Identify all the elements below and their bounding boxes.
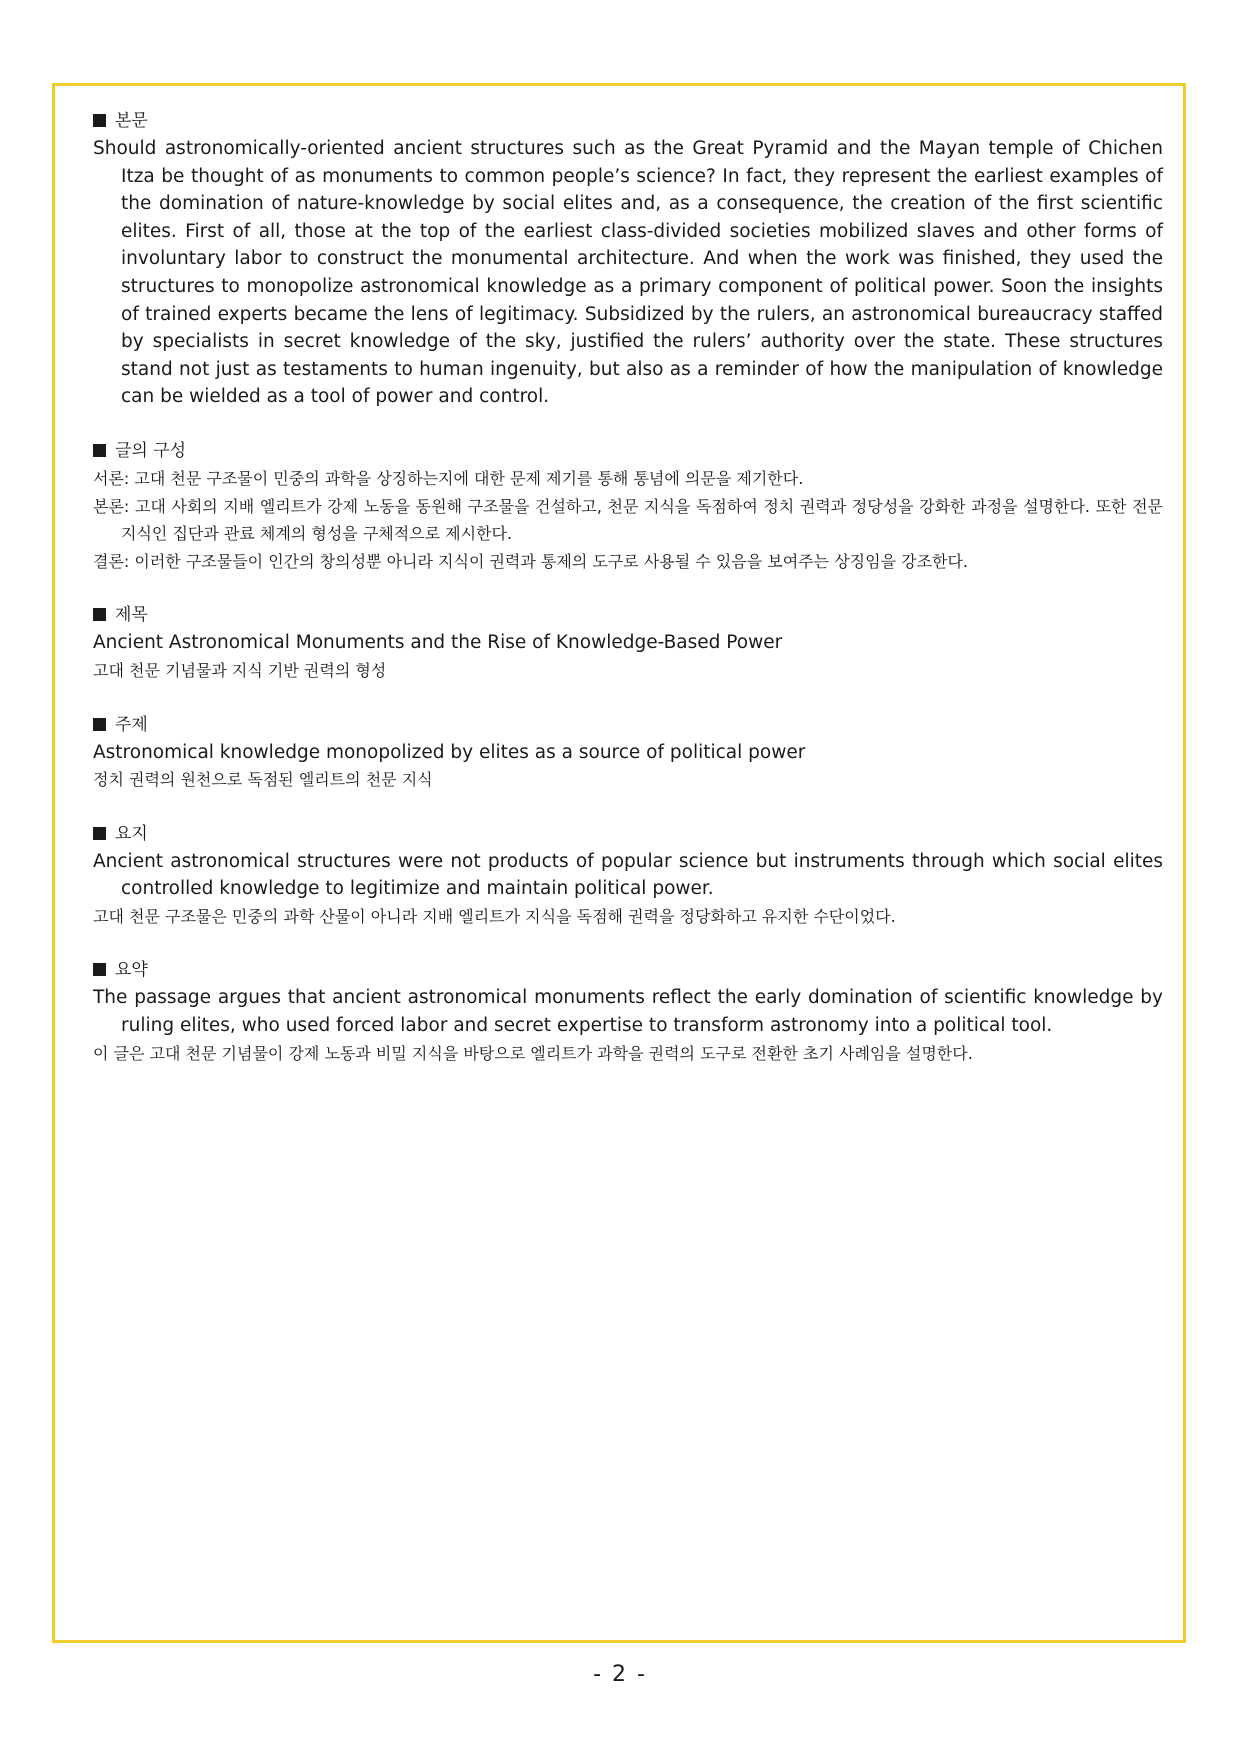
summary-korean: 이 글은 고대 천문 기념물이 강제 노동과 비밀 지식을 바탕으로 엘리트가 과학을 권력의 도구로 전환한 초기 사례임을 설명한다. bbox=[93, 1043, 973, 1063]
structure-conclusion: 결론: 이러한 구조물들이 인간의 창의성뿐 아니라 지식이 권력과 통제의 도구로 사용될 수 있음을 보여주는 상징임을 강조한다. bbox=[93, 551, 969, 571]
square-bullet-icon bbox=[93, 827, 106, 840]
page-number: - 2 - bbox=[593, 1662, 647, 1687]
square-bullet-icon bbox=[93, 718, 106, 731]
section-gist bbox=[93, 821, 1163, 931]
summary-english: The passage argues that ancient astronomical monuments reflect the early domination of scientific knowledge by ruling elites, who used forced labor and secret expertise to transform astronomy into a political tool. bbox=[93, 987, 1163, 1037]
section-heading bbox=[93, 712, 1163, 739]
square-bullet-icon bbox=[93, 963, 106, 976]
structure-intro: 서론: 고대 천문 구조물이 민중의 과학을 상징하는지에 대한 문제 제기를 통해 통념에 의문을 제기한다. bbox=[93, 468, 804, 488]
section-heading bbox=[93, 821, 1163, 848]
section-title bbox=[93, 602, 1163, 684]
section-heading-label: 주제 bbox=[115, 714, 148, 735]
section-heading-label: 요지 bbox=[115, 823, 148, 844]
square-bullet-icon bbox=[93, 444, 106, 457]
section-heading bbox=[93, 108, 1163, 135]
square-bullet-icon bbox=[93, 114, 106, 127]
section-heading bbox=[93, 602, 1163, 629]
structure-main: 본론: 고대 사회의 지배 엘리트가 강제 노동을 동원해 구조물을 건설하고, 천문 지식을 독점하여 정치 권력과 정당성을 강화한 과정을 설명한다. 또한 전문 지식인 집단과 관료 체계의 형성을 구체적으로 제시한다. bbox=[93, 496, 1163, 544]
document-content bbox=[93, 108, 1163, 1094]
gist-korean: 고대 천문 구조물은 민중의 과학 산물이 아니라 지배 엘리트가 지식을 독점해 권력을 정당화하고 유지한 수단이었다. bbox=[93, 906, 896, 926]
section-structure bbox=[93, 438, 1163, 575]
section-heading-label: 본문 bbox=[115, 111, 148, 131]
topic-english: Astronomical knowledge monopolized by elites as a source of political power bbox=[93, 741, 806, 763]
section-heading-label: 요약 bbox=[115, 960, 148, 981]
section-summary bbox=[93, 957, 1163, 1067]
topic-korean: 정치 권력의 원천으로 독점된 엘리트의 천문 지식 bbox=[93, 770, 433, 790]
section-heading bbox=[93, 438, 1163, 465]
section-heading-label: 제목 bbox=[115, 605, 148, 626]
square-bullet-icon bbox=[93, 608, 106, 621]
section-heading-label: 글의 구성 bbox=[115, 440, 187, 461]
title-english: Ancient Astronomical Monuments and the Rise of Knowledge-Based Power bbox=[93, 632, 783, 654]
section-topic bbox=[93, 712, 1163, 794]
gist-english: Ancient astronomical structures were not products of popular science but instruments through which social elites controlled knowledge to legitimize and maintain political power. bbox=[93, 850, 1163, 900]
title-korean: 고대 천문 기념물과 지식 기반 권력의 형성 bbox=[93, 660, 387, 680]
body-passage: Should astronomically-oriented ancient structures such as the Great Pyramid and the Mayan temple of Chichen Itza be thought of as monuments to common people’s science? In fact, they represent the earliest examples of the domination of nature-knowledge by social elites and, as a consequence, the creation of the first scientific elites. First of all, those at the top of the earliest class-divided societies mobilized slaves and other forms of involuntary labor to construct the monumental architecture. And when the work was finished, they used the structures to monopolize astronomical knowledge as a primary component of political power. Soon the insights of trained experts became the lens of legitimacy. Subsidized by the rulers, an astronomical bureaucracy staffed by specialists in secret knowledge of the sky, justified the rulers’ authority over the state. These structures stand not just as testaments to human ingenuity, but also as a reminder of how the manipulation of knowledge can be wielded as a tool of power and control. bbox=[93, 138, 1163, 408]
section-heading bbox=[93, 957, 1163, 984]
section-body bbox=[93, 108, 1163, 411]
